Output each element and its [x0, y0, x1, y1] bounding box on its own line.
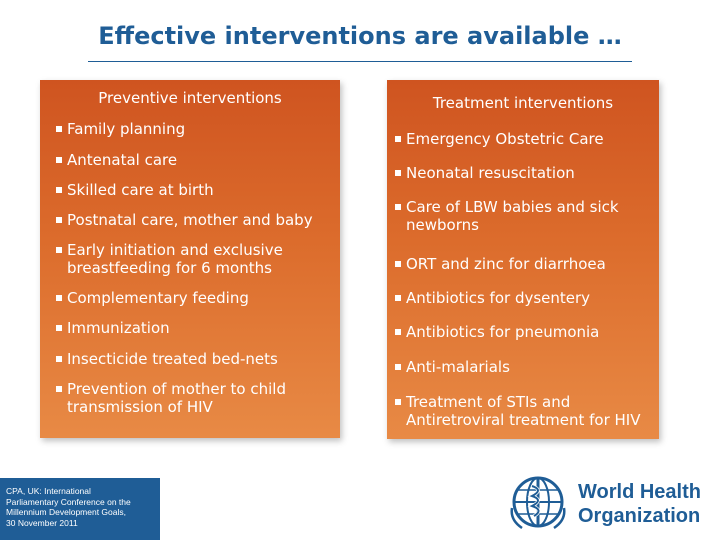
list-item: Treatment of STIs and Antiretroviral treatment for HIV [391, 393, 641, 429]
list-item: ORT and zinc for diarrhoea [391, 255, 606, 273]
bullet-icon [395, 170, 401, 176]
conference-caption: CPA, UK: International Parliamentary Conference on the Millennium Development Goals, 30 November 2011 [0, 478, 160, 540]
bullet-icon [56, 247, 62, 253]
list-item: Antibiotics for dysentery [391, 289, 590, 307]
list-item: Anti-malarials [391, 358, 510, 376]
slide-title: Effective interventions are available … [98, 22, 622, 50]
bullet-icon [56, 126, 62, 132]
list-item: Insecticide treated bed-nets [52, 350, 278, 368]
list-item: Skilled care at birth [52, 181, 214, 199]
bullet-icon [56, 187, 62, 193]
list-item: Complementary feeding [52, 289, 249, 307]
list-item: Prevention of mother to child transmission of HIV [52, 380, 286, 416]
bullet-icon [395, 136, 401, 142]
bullet-icon [56, 386, 62, 392]
bullet-icon [395, 261, 401, 267]
bullet-icon [56, 295, 62, 301]
bullet-icon [56, 325, 62, 331]
list-item: Antibiotics for pneumonia [391, 323, 599, 341]
who-logo [508, 472, 718, 532]
preventive-heading: Preventive interventions [98, 89, 282, 107]
list-item: Neonatal resuscitation [391, 164, 575, 182]
who-emblem-icon [508, 472, 570, 532]
who-wordmark: World Health Organization [578, 481, 701, 527]
bullet-icon [56, 217, 62, 223]
title-divider [88, 61, 632, 62]
bullet-icon [395, 399, 401, 405]
list-item: Immunization [52, 319, 170, 337]
bullet-icon [395, 329, 401, 335]
list-item: Postnatal care, mother and baby [52, 211, 313, 229]
bullet-icon [56, 356, 62, 362]
list-item: Care of LBW babies and sick newborns [391, 198, 619, 234]
treatment-panel [387, 80, 659, 439]
treatment-heading: Treatment interventions [432, 94, 614, 112]
list-item: Emergency Obstetric Care [391, 130, 604, 148]
preventive-panel [40, 80, 340, 438]
bullet-icon [395, 364, 401, 370]
bullet-icon [395, 204, 401, 210]
bullet-icon [395, 295, 401, 301]
list-item: Antenatal care [52, 151, 177, 169]
list-item: Family planning [52, 120, 185, 138]
list-item: Early initiation and exclusive breastfeeding for 6 months [52, 241, 283, 277]
bullet-icon [56, 157, 62, 163]
